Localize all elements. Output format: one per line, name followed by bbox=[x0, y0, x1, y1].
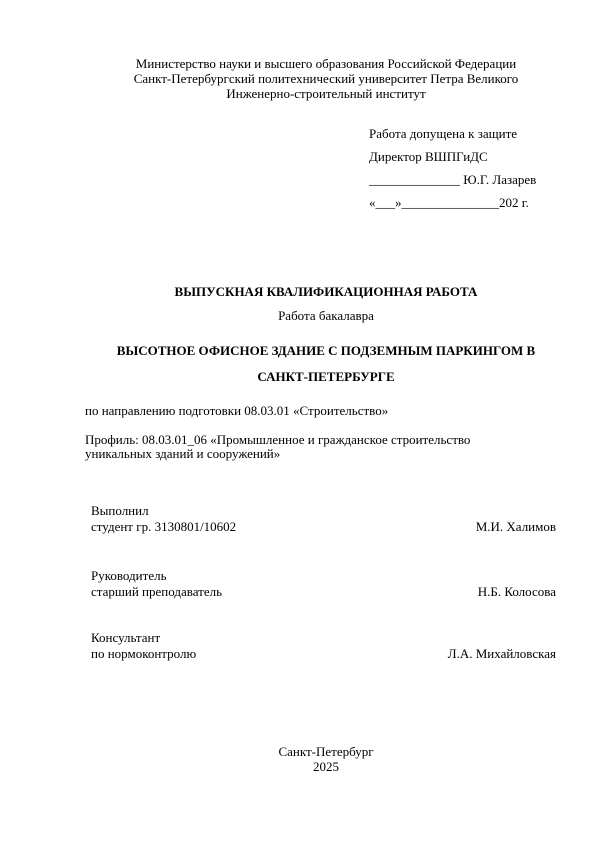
signature-row bbox=[91, 519, 556, 535]
signature-name: М.И. Халимов bbox=[475, 519, 556, 534]
organization-header bbox=[0, 56, 595, 101]
signature-role: Выполнил bbox=[91, 503, 149, 518]
work-type-title: ВЫПУСКНАЯ КВАЛИФИКАЦИОННАЯ РАБОТА bbox=[174, 284, 478, 299]
signature-row bbox=[91, 584, 556, 600]
signature-detail: студент гр. 3130801/10602 bbox=[91, 519, 237, 534]
institute-name: Инженерно-строительный институт bbox=[226, 86, 426, 101]
thesis-topic bbox=[0, 338, 595, 390]
signature-role: Руководитель bbox=[91, 568, 167, 583]
footer-year: 2025 bbox=[313, 759, 339, 774]
signature-block-supervisor bbox=[91, 568, 556, 600]
thesis-topic-line-1: ВЫСОТНОЕ ОФИСНОЕ ЗДАНИЕ С ПОДЗЕМНЫМ ПАРКИНГОМ В bbox=[116, 343, 536, 358]
degree-label: Работа бакалавра bbox=[278, 308, 374, 323]
thesis-topic-line-2: САНКТ-ПЕТЕРБУРГЕ bbox=[257, 369, 395, 384]
signature-row bbox=[91, 646, 556, 662]
approval-signature-line: ______________ Ю.Г. Лазарев bbox=[369, 172, 537, 187]
study-profile-line-2: уникальных зданий и сооружений» bbox=[85, 446, 281, 461]
university-name: Санкт-Петербургский политехнический университет Петра Великого bbox=[133, 71, 519, 86]
ministry-name: Министерство науки и высшего образования Российской Федерации bbox=[135, 56, 517, 71]
signature-block-author bbox=[91, 503, 556, 535]
approval-date-line: «___»_______________202 г. bbox=[369, 195, 529, 210]
signature-detail: старший преподаватель bbox=[91, 584, 223, 599]
approval-position: Директор ВШПГиДС bbox=[369, 149, 488, 164]
study-profile bbox=[85, 433, 470, 461]
study-profile-line-1: Профиль: 08.03.01_06 «Промышленное и гражданское строительство bbox=[85, 432, 471, 447]
signature-name: Н.Б. Колосова bbox=[477, 584, 556, 599]
study-direction: по направлению подготовки 08.03.01 «Строительство» bbox=[85, 403, 389, 418]
approval-block bbox=[369, 122, 536, 214]
signature-role: Консультант bbox=[91, 630, 161, 645]
signature-block-consultant bbox=[91, 630, 556, 662]
signature-detail: по нормоконтролю bbox=[91, 646, 197, 661]
signature-name: Л.А. Михайловская bbox=[447, 646, 556, 661]
city-year-footer bbox=[0, 744, 595, 774]
approval-admitted: Работа допущена к защите bbox=[369, 126, 518, 141]
footer-city: Санкт-Петербург bbox=[278, 744, 374, 759]
